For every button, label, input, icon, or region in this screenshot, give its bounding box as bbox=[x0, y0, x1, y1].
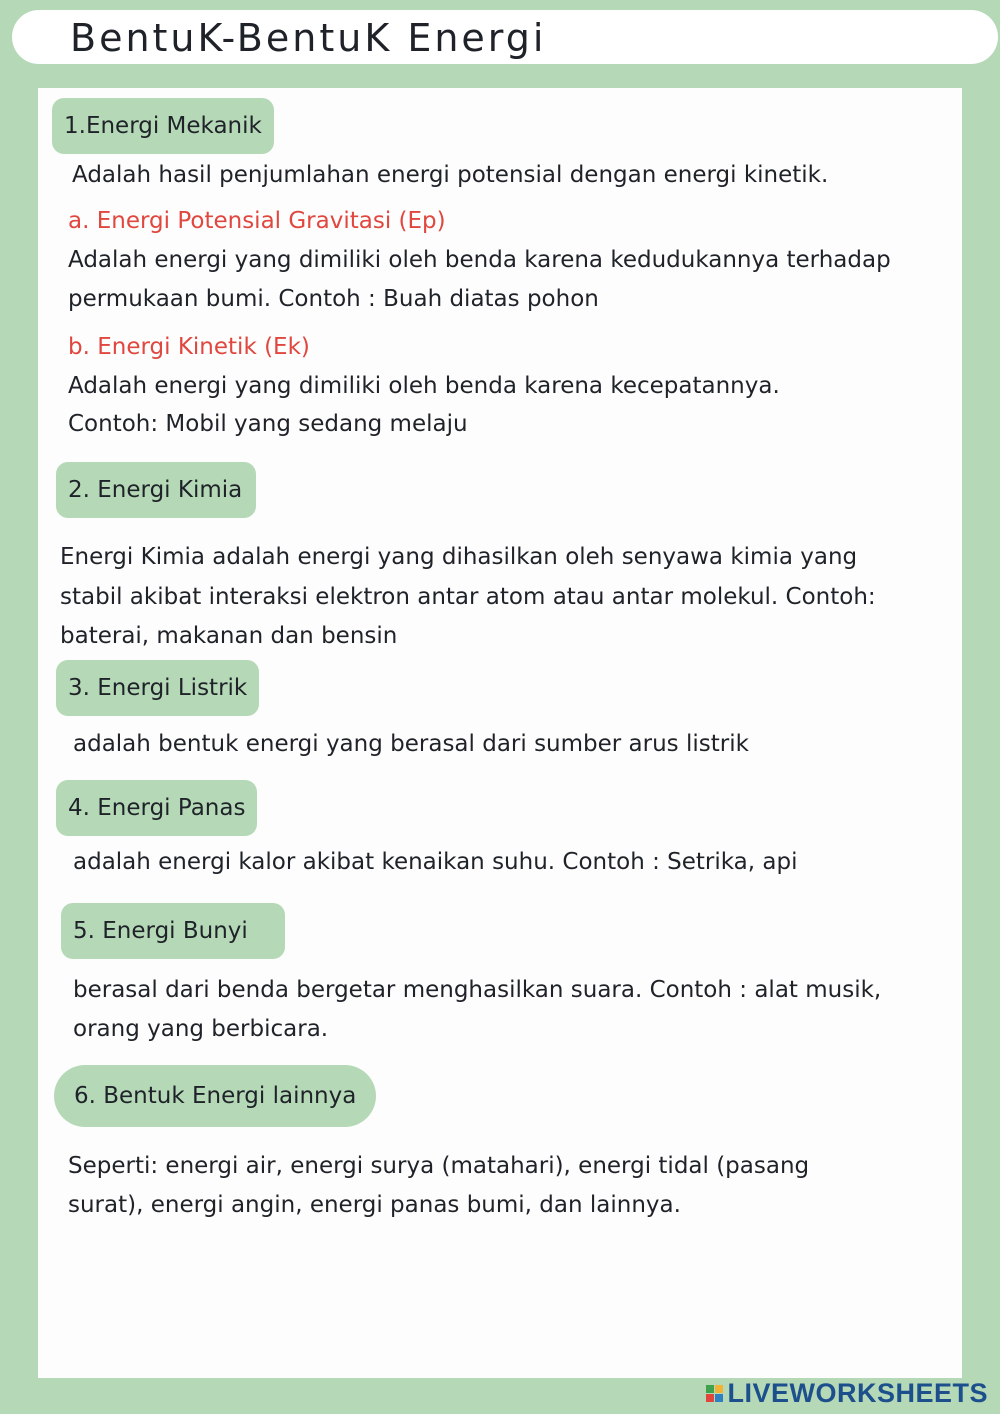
kinetik-text-line2: Contoh: Mobil yang sedang melaju bbox=[68, 411, 468, 437]
listrik-text: adalah bentuk energi yang berasal dari sumber arus listrik bbox=[73, 731, 749, 757]
lainnya-text-line2: surat), energi angin, energi panas bumi, dan lainnya. bbox=[68, 1192, 681, 1218]
heading-energi-lainnya: 6. Bentuk Energi lainnya bbox=[54, 1065, 376, 1127]
kinetik-text-line1: Adalah energi yang dimiliki oleh benda karena kecepatannya. bbox=[68, 373, 780, 399]
mekanik-intro: Adalah hasil penjumlahan energi potensial dengan energi kinetik. bbox=[72, 162, 829, 188]
liveworksheets-brand: LIVEWORKSHEETS bbox=[727, 1377, 988, 1408]
kimia-text-line3: baterai, makanan dan bensin bbox=[60, 623, 398, 649]
heading-energi-panas: 4. Energi Panas bbox=[56, 780, 257, 836]
heading-energi-mekanik: 1.Energi Mekanik bbox=[52, 98, 274, 154]
heading-energi-listrik: 3. Energi Listrik bbox=[56, 660, 259, 716]
liveworksheets-footer bbox=[706, 1378, 988, 1408]
title-bar bbox=[12, 10, 998, 64]
subheading-energi-kinetik: b. Energi Kinetik (Ek) bbox=[68, 334, 310, 360]
lainnya-text-line1: Seperti: energi air, energi surya (matahari), energi tidal (pasang bbox=[68, 1153, 810, 1179]
potensial-text-line2: permukaan bumi. Contoh : Buah diatas pohon bbox=[68, 286, 599, 312]
kimia-text-line1: Energi Kimia adalah energi yang dihasilkan oleh senyawa kimia yang bbox=[60, 544, 858, 570]
subheading-energi-potensial: a. Energi Potensial Gravitasi (Ep) bbox=[68, 208, 446, 234]
potensial-text-line1: Adalah energi yang dimiliki oleh benda karena kedudukannya terhadap bbox=[68, 247, 891, 273]
bunyi-text-line1: berasal dari benda bergetar menghasilkan suara. Contoh : alat musik, bbox=[73, 977, 882, 1003]
panas-text: adalah energi kalor akibat kenaikan suhu. Contoh : Setrika, api bbox=[73, 849, 798, 875]
heading-energi-kimia: 2. Energi Kimia bbox=[56, 462, 256, 518]
worksheet-sheet bbox=[38, 88, 962, 1378]
page-title: BentuK-BentuK Energi bbox=[70, 16, 547, 60]
bunyi-text-line2: orang yang berbicara. bbox=[73, 1016, 329, 1042]
heading-energi-bunyi: 5. Energi Bunyi bbox=[61, 903, 285, 959]
liveworksheets-logo-icon bbox=[706, 1385, 723, 1402]
kimia-text-line2: stabil akibat interaksi elektron antar atom atau antar molekul. Contoh: bbox=[60, 584, 876, 610]
